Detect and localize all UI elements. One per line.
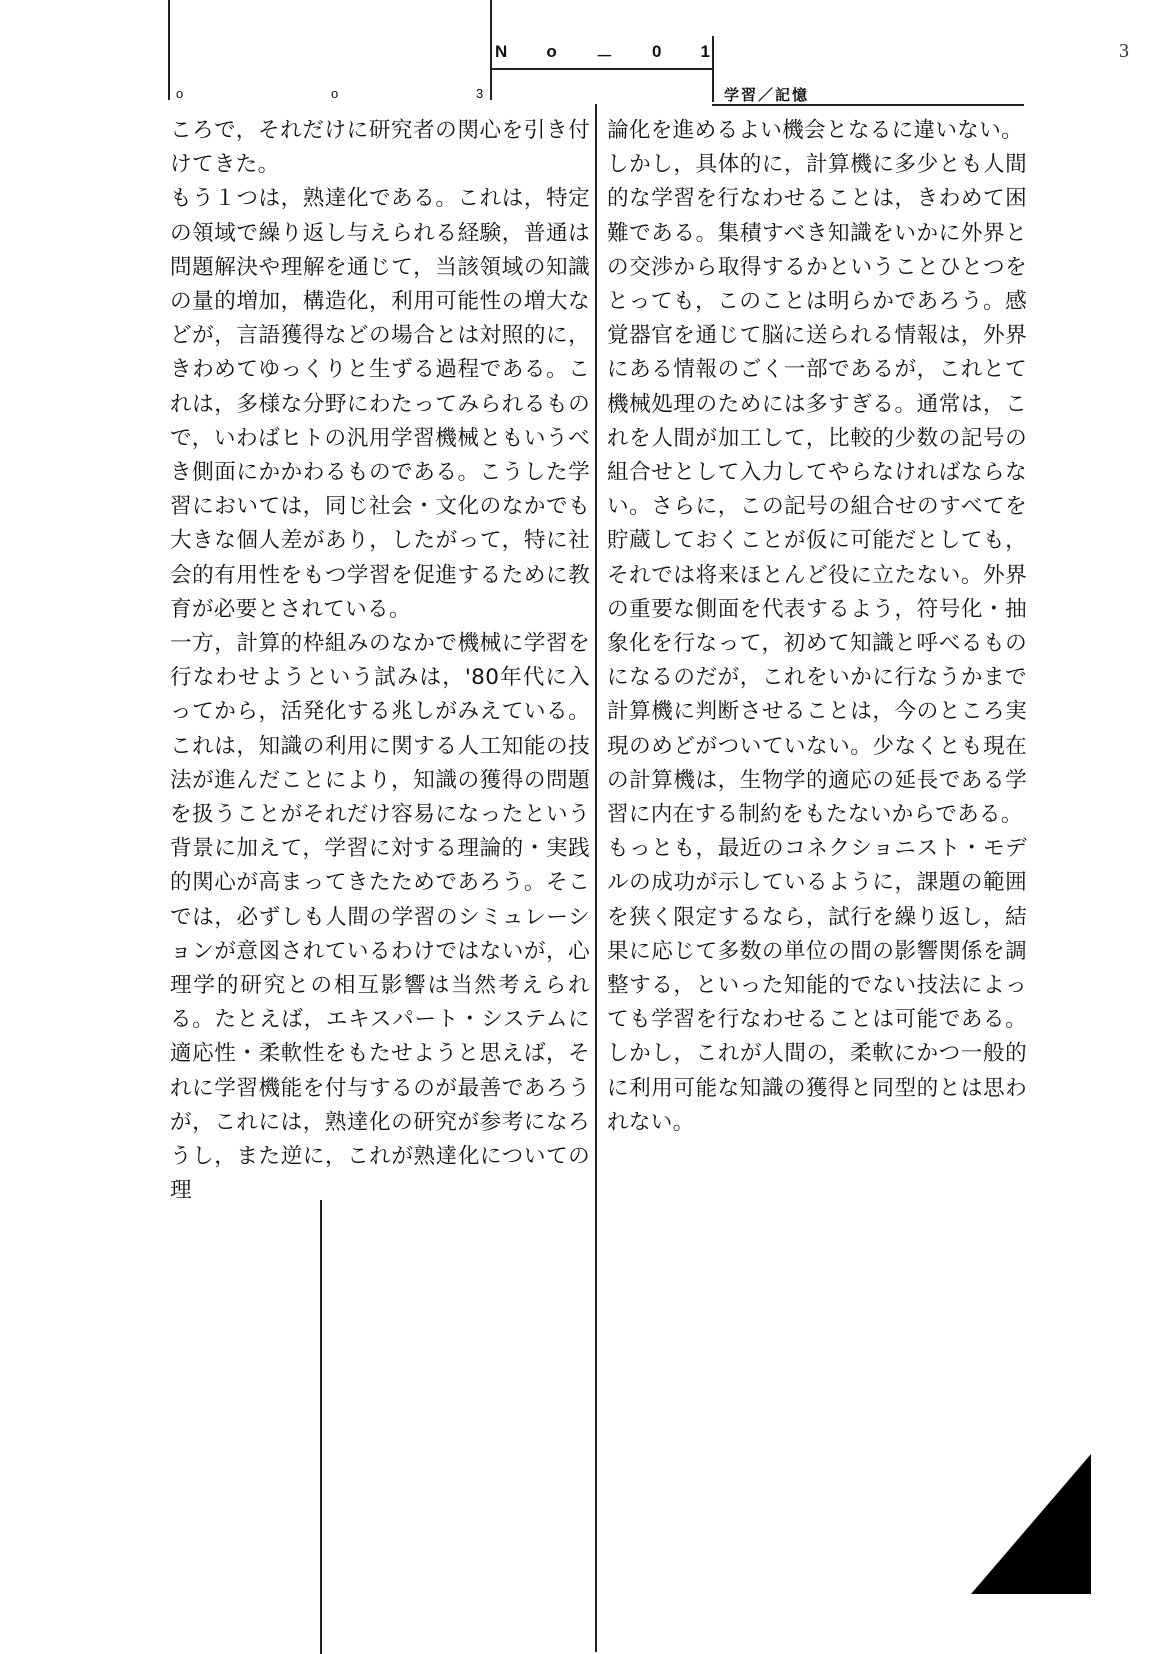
paragraph: 論化を進めるよい機会となるに違いない。: [607, 118, 1023, 143]
paragraph: もう１つは，熟達化である。これは，特定の領域で繰り返し与えられる経験，普通は問題解決や理解を通じて，当該領域の知識の量的増加，構造化，利用可能性の増大などが，言語獲得などの場合とは対照的に，きわめてゆっくりと生ずる過程である。これは，多様な分野にわたってみられるもので，いわばヒトの汎用学習機械ともいうべき側面にかかわるものである。こうした学習においては，同じ社会・文化のなかでも大きな個人差があり，したがって，特に社会的有用性をもつ学習を促進するために教育が必要とされている。: [170, 186, 590, 622]
code-char: 0: [651, 42, 662, 61]
header-mark: o: [176, 86, 184, 101]
left-column: [170, 114, 590, 1209]
paragraph: もっとも，最近のコネクショニスト・モデルの成功が示しているように，課題の範囲を狭く限定するなら，試行を繰り返し，結果に応じて多数の単位の間の影響関係を調整する，といった知能的でない技法によっても学習を行なわせることは可能である。しかし，これが人間の，柔軟にかつ一般的に利用可能な知識の獲得と同型的とは思われない。: [607, 836, 1027, 1135]
column-divider: [595, 104, 597, 1652]
paragraph: しかし，具体的に，計算機に多少とも人間的な学習を行なわせることは，きわめて困難である。集積すべき知識をいかに外界との交渉から取得するかということひとつをとっても，このことは明らかであろう。感覚器官を通じて脳に送られる情報は，外界にある情報のごく一部であるが，これとて機械処理のためには多すぎる。通常は，これを人間が加工して，比較的少数の記号の組合せとして入力してやらなければならない。さらに，この記号の組合せのすべてを貯蔵しておくことが仮に可能だとしても，それでは将来ほとんど役に立たない。外界の重要な側面を代表するよう，符号化・抽象化を行なって，初めて知識と呼べるものになるのだが，これをいかに行なうかまで計算機に判断させることは，今のところ実現のめどがついていない。少なくとも現在の計算機は，生物学的適応の延長である学習に内在する制約をもたないからである。: [607, 152, 1027, 828]
header-mark: o: [331, 86, 339, 101]
code-char: 1: [700, 42, 710, 61]
lower-left-rule: [320, 1200, 322, 1654]
page-number: 3: [1119, 40, 1129, 62]
paragraph: ころで，それだけに研究者の関心を引き付けてきた。: [170, 118, 590, 178]
header-left-rule: [168, 0, 170, 100]
paragraph: 一方，計算的枠組みのなかで機械に学習を行なわせようという試みは，'80年代に入ってから，活発化する兆しがみえている。これは，知識の利用に関する人工知能の技法が進んだことにより，知識の獲得の問題を扱うことがそれだけ容易になったという背景に加えて，学習に対する理論的・実践的関心が高まってきたためであろう。そこでは，必ずしも人間の学習のシミュレーションが意図されているわけではないが，心理学的研究との相互影響は当然考えられる。たとえば，エキスパート・システムに適応性・柔軟性をもたせようと思えば，それに学習機能を付与するのが最善であろうが，これには，熟達化の研究が参考になろうし，また逆に，これが熟達化についての理: [170, 631, 590, 1204]
section-label: 学習／記憶: [724, 86, 810, 104]
code-char: －: [595, 47, 613, 66]
code-char: o: [546, 42, 557, 61]
header-marks: [176, 86, 486, 106]
header-right-rule: [712, 36, 714, 102]
corner-triangle-mark: [971, 1454, 1091, 1594]
header-middle-rule: [490, 0, 492, 100]
code-char: N: [495, 42, 508, 61]
document-code: [495, 42, 710, 67]
right-column: [607, 114, 1027, 1140]
code-underline: [490, 68, 712, 70]
header-mark: 3: [476, 86, 484, 101]
